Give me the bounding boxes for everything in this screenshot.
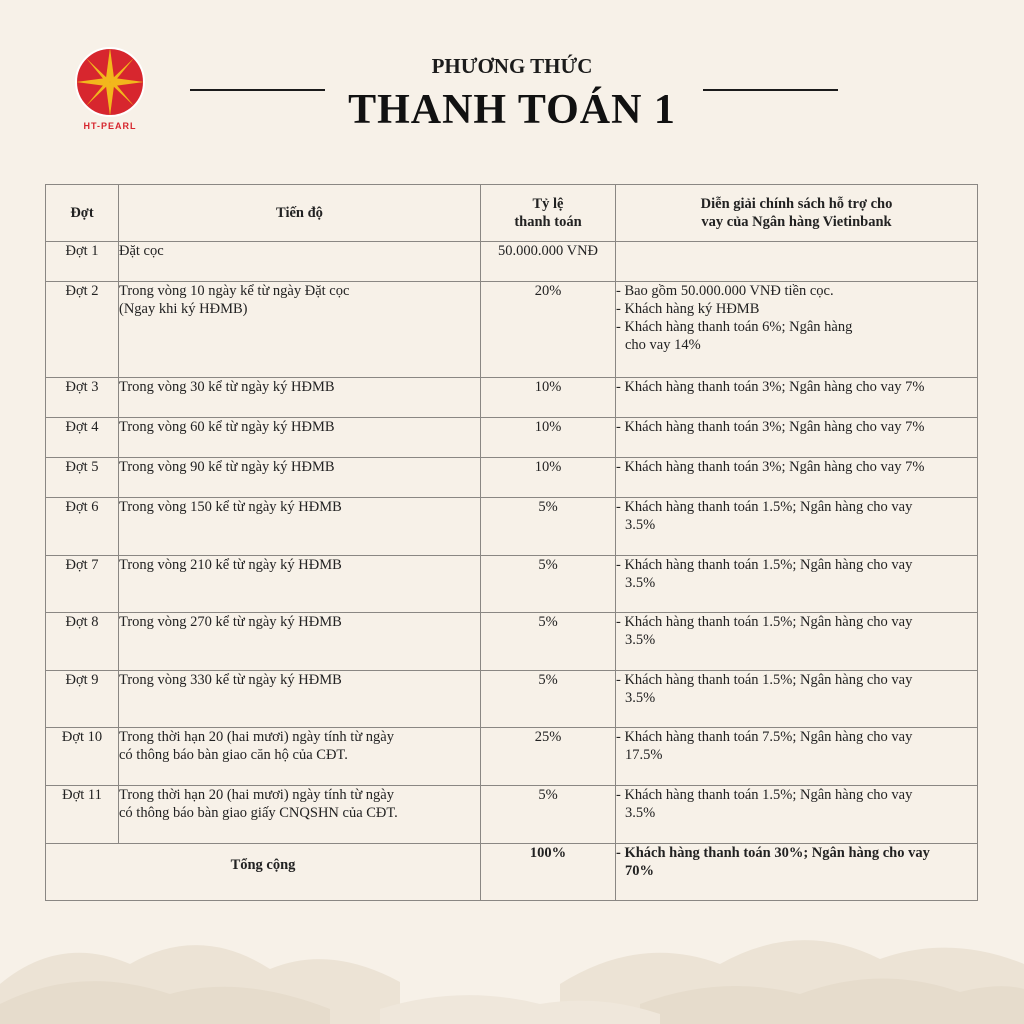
row-rate: 20% (481, 282, 616, 378)
row-description (616, 242, 978, 282)
description-line: - Khách hàng thanh toán 3%; Ngân hàng cho vay 7% (616, 419, 925, 435)
description-line: - Khách hàng thanh toán 1.5%; Ngân hàng cho vay (616, 499, 913, 515)
description-line: - Khách hàng thanh toán 1.5%; Ngân hàng cho vay (616, 672, 913, 688)
header-rate (481, 185, 616, 242)
title-line-1: PHƯƠNG THỨC (431, 54, 593, 78)
progress-line: Trong vòng 90 kể từ ngày ký HĐMB (119, 459, 335, 475)
table-header-row (46, 185, 978, 242)
description-line: 3.5% (625, 805, 656, 821)
row-progress (119, 242, 481, 282)
row-rate: 10% (481, 378, 616, 418)
progress-line: Đặt cọc (119, 243, 164, 259)
description-line: - Khách hàng ký HĐMB (616, 301, 760, 317)
row-dot: Đợt 10 (46, 728, 119, 786)
table-row (46, 786, 978, 844)
row-rate: 5% (481, 613, 616, 671)
row-description (616, 671, 978, 728)
row-dot: Đợt 3 (46, 378, 119, 418)
table-row (46, 458, 978, 498)
table-row (46, 671, 978, 728)
row-dot: Đợt 8 (46, 613, 119, 671)
progress-line: Trong vòng 60 kể từ ngày ký HĐMB (119, 419, 335, 435)
row-description (616, 613, 978, 671)
header-rate-line-1: Tỷ lệ (532, 196, 564, 212)
row-rate: 5% (481, 786, 616, 844)
total-description-line: 70% (625, 863, 654, 879)
table-row (46, 728, 978, 786)
description-line: 3.5% (625, 690, 656, 706)
row-progress (119, 613, 481, 671)
description-line: - Khách hàng thanh toán 1.5%; Ngân hàng cho vay (616, 557, 913, 573)
row-description (616, 458, 978, 498)
logo-text: HT-PEARL (83, 121, 137, 131)
description-line: - Khách hàng thanh toán 3%; Ngân hàng cho vay 7% (616, 459, 925, 475)
progress-line: Trong thời hạn 20 (hai mươi) ngày tính từ ngày (119, 729, 394, 745)
page-title: THANH TOÁN 1 (348, 87, 676, 133)
table-row (46, 613, 978, 671)
description-line: 3.5% (625, 517, 656, 533)
description-line: 3.5% (625, 632, 656, 648)
row-description (616, 556, 978, 613)
row-description (616, 378, 978, 418)
row-dot: Đợt 5 (46, 458, 119, 498)
progress-line: Trong vòng 30 kể từ ngày ký HĐMB (119, 379, 335, 395)
row-dot: Đợt 11 (46, 786, 119, 844)
header-desc-line-2: vay của Ngân hàng Vietinbank (701, 214, 892, 230)
row-description (616, 418, 978, 458)
row-description (616, 786, 978, 844)
row-progress (119, 786, 481, 844)
row-dot: Đợt 4 (46, 418, 119, 458)
description-line: - Khách hàng thanh toán 3%; Ngân hàng cho vay 7% (616, 379, 925, 395)
progress-line: (Ngay khi ký HĐMB) (119, 301, 248, 317)
row-dot: Đợt 6 (46, 498, 119, 556)
row-progress (119, 728, 481, 786)
header-desc-line-1: Diễn giải chính sách hỗ trợ cho (700, 196, 893, 212)
table-row (46, 378, 978, 418)
table-row (46, 282, 978, 378)
row-progress (119, 556, 481, 613)
description-line: - Khách hàng thanh toán 6%; Ngân hàng (616, 319, 853, 335)
row-rate: 50.000.000 VNĐ (481, 242, 616, 282)
row-rate: 10% (481, 458, 616, 498)
row-description (616, 282, 978, 378)
row-description (616, 498, 978, 556)
header-dot: Đợt (46, 185, 119, 242)
total-label: Tổng cộng (46, 844, 481, 901)
row-rate: 25% (481, 728, 616, 786)
row-dot: Đợt 7 (46, 556, 119, 613)
row-rate: 10% (481, 418, 616, 458)
row-rate: 5% (481, 556, 616, 613)
row-dot: Đợt 2 (46, 282, 119, 378)
header-rate-line-2: thanh toán (514, 214, 582, 230)
progress-line: Trong vòng 210 kể từ ngày ký HĐMB (119, 557, 342, 573)
table-row (46, 498, 978, 556)
row-description (616, 728, 978, 786)
total-rate: 100% (481, 844, 616, 901)
payment-schedule-table (45, 184, 978, 901)
table-row (46, 418, 978, 458)
header-description (616, 185, 978, 242)
header-progress: Tiến độ (119, 185, 481, 242)
description-line: 3.5% (625, 575, 656, 591)
row-progress (119, 671, 481, 728)
description-line: - Khách hàng thanh toán 1.5%; Ngân hàng cho vay (616, 787, 913, 803)
description-line: - Khách hàng thanh toán 7.5%; Ngân hàng cho vay (616, 729, 913, 745)
progress-line: có thông báo bàn giao căn hộ của CĐT. (119, 747, 348, 763)
description-line: - Bao gồm 50.000.000 VNĐ tiền cọc. (616, 283, 834, 299)
progress-line: có thông báo bàn giao giấy CNQSHN của CĐT. (119, 805, 398, 821)
total-row (46, 844, 978, 901)
row-progress (119, 458, 481, 498)
description-line: - Khách hàng thanh toán 1.5%; Ngân hàng cho vay (616, 614, 913, 630)
table-row (46, 242, 978, 282)
row-progress (119, 418, 481, 458)
progress-line: Trong thời hạn 20 (hai mươi) ngày tính từ ngày (119, 787, 394, 803)
description-line: 17.5% (625, 747, 663, 763)
progress-line: Trong vòng 10 ngày kể từ ngày Đặt cọc (119, 283, 350, 299)
progress-line: Trong vòng 270 kể từ ngày ký HĐMB (119, 614, 342, 630)
row-progress (119, 282, 481, 378)
progress-line: Trong vòng 150 kể từ ngày ký HĐMB (119, 499, 342, 515)
row-dot: Đợt 1 (46, 242, 119, 282)
row-dot: Đợt 9 (46, 671, 119, 728)
row-rate: 5% (481, 671, 616, 728)
row-progress (119, 498, 481, 556)
row-rate: 5% (481, 498, 616, 556)
total-description (616, 844, 978, 901)
table-row (46, 556, 978, 613)
row-progress (119, 378, 481, 418)
progress-line: Trong vòng 330 kể từ ngày ký HĐMB (119, 672, 342, 688)
total-description-line: - Khách hàng thanh toán 30%; Ngân hàng cho vay (616, 845, 930, 861)
description-line: cho vay 14% (625, 337, 701, 353)
